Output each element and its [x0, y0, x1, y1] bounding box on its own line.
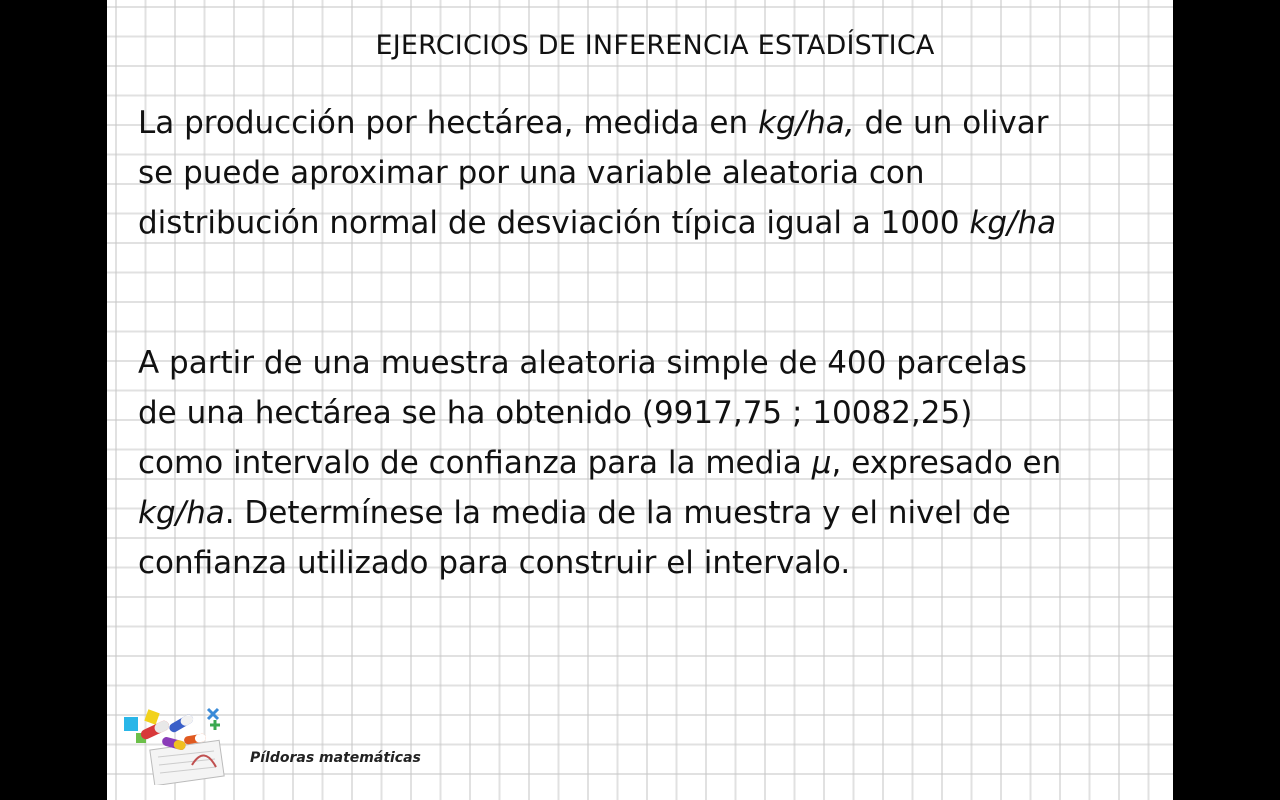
problem-question: [138, 338, 1148, 588]
brand-name: Píldoras matemáticas: [250, 750, 421, 766]
question-line-2: de una hectárea se ha obtenido (9917,75 ; 10082,25): [138, 395, 973, 431]
mu-symbol: μ: [811, 445, 832, 481]
unit-kg-ha: kg/ha: [138, 495, 225, 531]
question-line-3: como intervalo de confianza para la media μ, expresado en: [138, 445, 1062, 481]
problem-statement: [138, 98, 1148, 248]
statement-line-1: La producción por hectárea, medida en kg/ha, de un olivar: [138, 105, 1049, 141]
pills-collage-icon: [122, 705, 227, 785]
unit-kg-ha: kg/ha: [969, 205, 1057, 241]
question-line-1: A partir de una muestra aleatoria simple de 400 parcelas: [138, 345, 1027, 381]
question-line-5: confianza utilizado para construir el intervalo.: [138, 545, 851, 581]
statement-line-3: distribución normal de desviación típica igual a 1000 kg/ha: [138, 205, 1057, 241]
slide: [107, 0, 1173, 800]
unit-kg-ha: kg/ha,: [758, 105, 855, 141]
slide-title: EJERCICIOS DE INFERENCIA ESTADÍSTICA: [375, 30, 935, 61]
question-line-4: kg/ha. Determínese la media de la muestra y el nivel de: [138, 495, 1011, 531]
statement-line-2: se puede aproximar por una variable aleatoria con: [138, 155, 925, 191]
